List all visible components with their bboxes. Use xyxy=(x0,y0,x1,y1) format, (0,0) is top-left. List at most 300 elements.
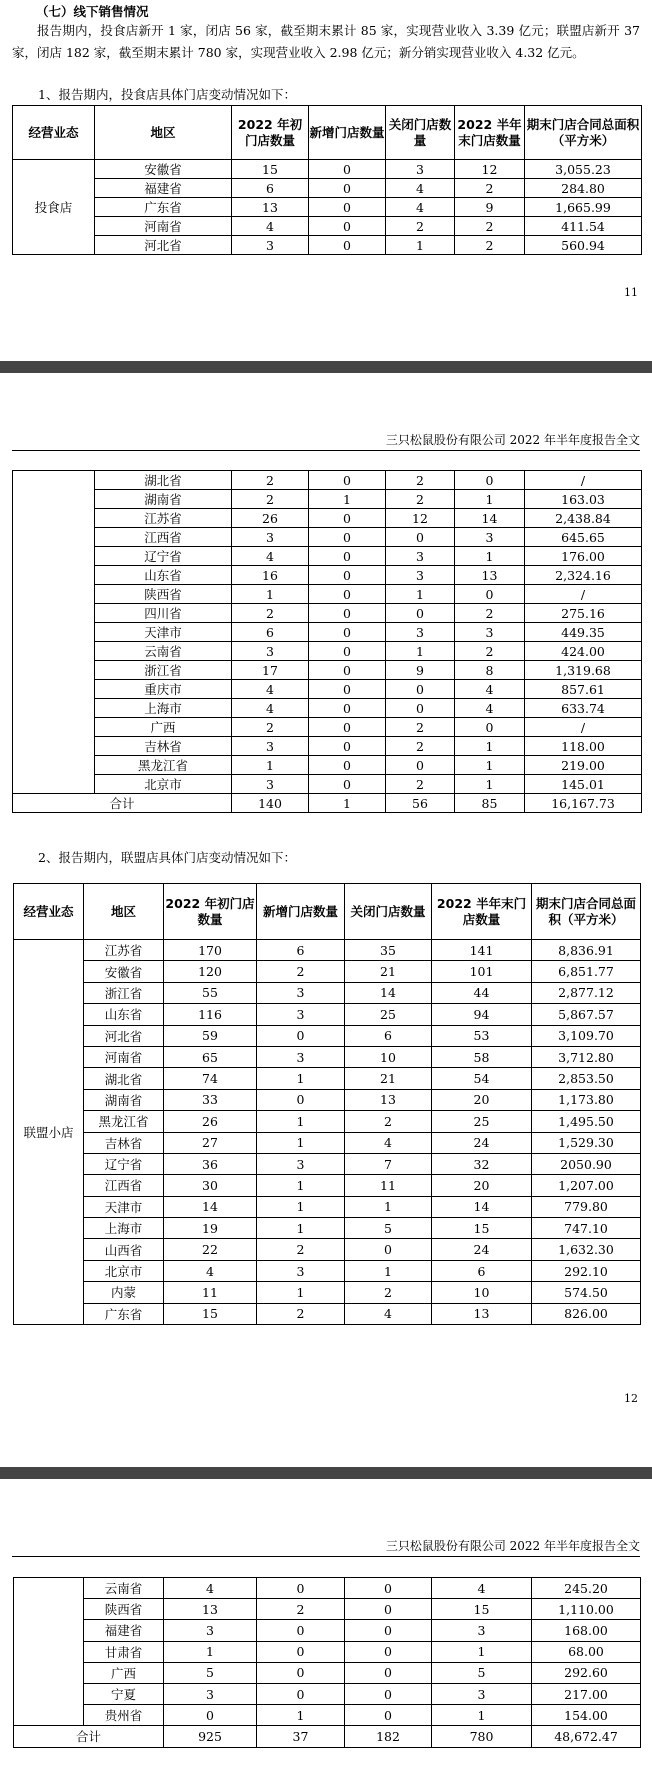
value-cell: 3 xyxy=(432,1683,532,1704)
value-cell: 1 xyxy=(257,1218,345,1239)
column-header: 2022 年初门店数量 xyxy=(164,884,257,940)
value-cell: 1 xyxy=(345,1196,432,1217)
value-cell: 3 xyxy=(257,1004,345,1025)
value-cell: 116 xyxy=(164,1004,257,1025)
region-cell: 山东省 xyxy=(84,1004,164,1025)
value-cell: 22 xyxy=(164,1239,257,1260)
column-header: 地区 xyxy=(95,106,232,160)
value-cell: 217.00 xyxy=(532,1683,641,1704)
value-cell: 2 xyxy=(232,604,309,623)
value-cell: 1 xyxy=(455,490,525,509)
table-row xyxy=(14,1239,641,1260)
table-row xyxy=(14,1683,641,1704)
value-cell: 2 xyxy=(386,737,455,756)
table-row xyxy=(14,1111,641,1132)
value-cell: 0 xyxy=(455,471,525,490)
value-cell: 747.10 xyxy=(532,1218,641,1239)
value-cell: 2 xyxy=(455,179,525,198)
value-cell: 2 xyxy=(257,1599,345,1620)
total-label: 合计 xyxy=(14,1726,164,1747)
value-cell: 1,632.30 xyxy=(532,1239,641,1260)
value-cell: 0 xyxy=(309,680,386,699)
value-cell: 24 xyxy=(432,1132,532,1153)
table-row xyxy=(14,961,641,982)
region-cell: 甘肃省 xyxy=(84,1641,164,1662)
value-cell: 15 xyxy=(164,1303,257,1324)
value-cell: 2 xyxy=(257,961,345,982)
value-cell: 19 xyxy=(164,1218,257,1239)
value-cell: 0 xyxy=(309,737,386,756)
value-cell: 1 xyxy=(164,1641,257,1662)
value-cell: 6 xyxy=(232,623,309,642)
region-cell: 陕西省 xyxy=(95,585,232,604)
table-row xyxy=(14,1025,641,1046)
value-cell: 15 xyxy=(432,1599,532,1620)
table-row xyxy=(13,528,642,547)
value-cell: 14 xyxy=(164,1196,257,1217)
value-cell: 9 xyxy=(455,198,525,217)
category-cell: 投食店 xyxy=(13,160,95,255)
value-cell: 68.00 xyxy=(532,1641,641,1662)
value-cell: 0 xyxy=(455,718,525,737)
region-cell: 贵州省 xyxy=(84,1705,164,1726)
value-cell: 26 xyxy=(164,1111,257,1132)
value-cell: 2 xyxy=(257,1303,345,1324)
value-cell: 163.03 xyxy=(525,490,642,509)
value-cell: 424.00 xyxy=(525,642,642,661)
region-cell: 上海市 xyxy=(84,1218,164,1239)
value-cell: 3 xyxy=(232,642,309,661)
column-header: 关闭门店数量 xyxy=(386,106,455,160)
total-value: 85 xyxy=(455,794,525,813)
value-cell: 0 xyxy=(257,1578,345,1599)
region-cell: 广东省 xyxy=(84,1303,164,1324)
value-cell: 1 xyxy=(232,585,309,604)
region-cell: 广西 xyxy=(95,718,232,737)
value-cell: 4 xyxy=(232,680,309,699)
region-cell: 天津市 xyxy=(84,1196,164,1217)
value-cell: 0 xyxy=(257,1025,345,1046)
value-cell: 4 xyxy=(432,1578,532,1599)
value-cell: 54 xyxy=(432,1068,532,1089)
region-cell: 江苏省 xyxy=(95,509,232,528)
value-cell: 0 xyxy=(309,179,386,198)
value-cell: 0 xyxy=(309,699,386,718)
table-row xyxy=(13,642,642,661)
value-cell: 292.60 xyxy=(532,1662,641,1683)
value-cell: 1 xyxy=(257,1282,345,1303)
value-cell: 1,110.00 xyxy=(532,1599,641,1620)
value-cell: 94 xyxy=(432,1004,532,1025)
table-row xyxy=(13,623,642,642)
value-cell: 3,109.70 xyxy=(532,1025,641,1046)
table-row xyxy=(14,1620,641,1641)
value-cell: 0 xyxy=(309,471,386,490)
region-cell: 湖南省 xyxy=(84,1089,164,1110)
value-cell: 3 xyxy=(257,1260,345,1281)
value-cell: 2 xyxy=(345,1111,432,1132)
table-row xyxy=(14,1004,641,1025)
value-cell: 25 xyxy=(432,1111,532,1132)
region-cell: 四川省 xyxy=(95,604,232,623)
value-cell: 0 xyxy=(345,1620,432,1641)
region-cell: 陕西省 xyxy=(84,1599,164,1620)
value-cell: 1,319.68 xyxy=(525,661,642,680)
table-row xyxy=(14,1282,641,1303)
value-cell: 0 xyxy=(164,1705,257,1726)
header-rule xyxy=(12,1556,640,1557)
table-row xyxy=(13,604,642,623)
value-cell: 0 xyxy=(309,756,386,775)
table-row xyxy=(13,547,642,566)
value-cell: 14 xyxy=(345,982,432,1003)
running-header: 三只松鼠股份有限公司 2022 年半年度报告全文 xyxy=(385,1539,640,1553)
value-cell: 0 xyxy=(345,1705,432,1726)
column-header: 期末门店合同总面积（平方米） xyxy=(525,106,642,160)
value-cell: 0 xyxy=(309,623,386,642)
region-cell: 广西 xyxy=(84,1662,164,1683)
value-cell: 11 xyxy=(345,1175,432,1196)
table-row xyxy=(14,1260,641,1281)
region-cell: 吉林省 xyxy=(95,737,232,756)
region-cell: 重庆市 xyxy=(95,680,232,699)
region-cell: 辽宁省 xyxy=(84,1153,164,1174)
value-cell: 3 xyxy=(386,547,455,566)
table-row xyxy=(13,699,642,718)
value-cell: 0 xyxy=(309,528,386,547)
value-cell: 4 xyxy=(345,1303,432,1324)
total-value: 140 xyxy=(232,794,309,813)
value-cell: 2 xyxy=(455,217,525,236)
value-cell: 0 xyxy=(455,585,525,604)
value-cell: 2 xyxy=(345,1282,432,1303)
value-cell: 560.94 xyxy=(525,236,642,255)
category-cell xyxy=(13,471,95,794)
value-cell: 13 xyxy=(164,1599,257,1620)
table2-page3 xyxy=(13,1577,641,1748)
value-cell: 13 xyxy=(432,1303,532,1324)
value-cell: 6 xyxy=(432,1260,532,1281)
value-cell: 118.00 xyxy=(525,737,642,756)
column-header: 经营业态 xyxy=(14,884,84,940)
value-cell: 0 xyxy=(309,566,386,585)
value-cell: 3 xyxy=(232,737,309,756)
category-cell xyxy=(14,1578,84,1726)
value-cell: 0 xyxy=(386,699,455,718)
total-row xyxy=(14,1726,641,1747)
region-cell: 上海市 xyxy=(95,699,232,718)
column-header: 2022 半年末门店数量 xyxy=(455,106,525,160)
region-cell: 安徽省 xyxy=(95,160,232,179)
value-cell: 176.00 xyxy=(525,547,642,566)
value-cell: 1 xyxy=(232,756,309,775)
value-cell: 53 xyxy=(432,1025,532,1046)
value-cell: 1,207.00 xyxy=(532,1175,641,1196)
table-row xyxy=(14,1089,641,1110)
region-cell: 广东省 xyxy=(95,198,232,217)
table-row xyxy=(14,1641,641,1662)
table-row xyxy=(14,1175,641,1196)
value-cell: 0 xyxy=(309,236,386,255)
region-cell: 北京市 xyxy=(95,775,232,794)
value-cell: 44 xyxy=(432,982,532,1003)
region-cell: 云南省 xyxy=(84,1578,164,1599)
value-cell: 0 xyxy=(345,1239,432,1260)
table-row xyxy=(13,198,642,217)
value-cell: 857.61 xyxy=(525,680,642,699)
table2-page2 xyxy=(13,883,641,1325)
value-cell: 8,836.91 xyxy=(532,940,641,961)
value-cell: 1,665.99 xyxy=(525,198,642,217)
value-cell: 0 xyxy=(309,661,386,680)
value-cell: 33 xyxy=(164,1089,257,1110)
value-cell: 449.35 xyxy=(525,623,642,642)
value-cell: 0 xyxy=(257,1683,345,1704)
value-cell: 170 xyxy=(164,940,257,961)
value-cell: / xyxy=(525,471,642,490)
page-number: 11 xyxy=(624,286,638,299)
value-cell: 6,851.77 xyxy=(532,961,641,982)
header-rule xyxy=(12,450,640,451)
value-cell: 36 xyxy=(164,1153,257,1174)
value-cell: 35 xyxy=(345,940,432,961)
running-header: 三只松鼠股份有限公司 2022 年半年度报告全文 xyxy=(385,433,640,447)
value-cell: 2 xyxy=(232,490,309,509)
value-cell: 17 xyxy=(232,661,309,680)
region-cell: 河北省 xyxy=(84,1025,164,1046)
value-cell: 26 xyxy=(232,509,309,528)
table-row xyxy=(13,509,642,528)
section-heading: （七）线下销售情况 xyxy=(36,4,149,19)
value-cell: 0 xyxy=(386,756,455,775)
value-cell: 1 xyxy=(257,1175,345,1196)
value-cell: 0 xyxy=(257,1662,345,1683)
region-cell: 湖南省 xyxy=(95,490,232,509)
value-cell: 2050.90 xyxy=(532,1153,641,1174)
value-cell: 5 xyxy=(432,1662,532,1683)
value-cell: 0 xyxy=(309,509,386,528)
value-cell: 14 xyxy=(432,1196,532,1217)
value-cell: 2 xyxy=(386,471,455,490)
value-cell: 1 xyxy=(345,1260,432,1281)
value-cell: 24 xyxy=(432,1239,532,1260)
value-cell: 4 xyxy=(455,699,525,718)
value-cell: 6 xyxy=(232,179,309,198)
table1-page2 xyxy=(12,470,642,813)
region-cell: 湖北省 xyxy=(95,471,232,490)
value-cell: 645.65 xyxy=(525,528,642,547)
region-cell: 福建省 xyxy=(95,179,232,198)
total-value: 48,672.47 xyxy=(532,1726,641,1747)
value-cell: 0 xyxy=(309,160,386,179)
region-cell: 辽宁省 xyxy=(95,547,232,566)
total-value: 1 xyxy=(309,794,386,813)
category-cell: 联盟小店 xyxy=(14,940,84,1325)
intro-paragraph: 报告期内，投食店新开 1 家，闭店 56 家，截至期末累计 85 家，实现营业收入 3.39 亿元；联盟店新开 37 家，闭店 182 家，截至期末累计 780 家，实现营业收入 2.98 亿元；新分销实现营业收入 4.32 亿元。 xyxy=(12,23,640,60)
value-cell: 1 xyxy=(257,1111,345,1132)
value-cell: 0 xyxy=(309,217,386,236)
value-cell: 74 xyxy=(164,1068,257,1089)
value-cell: 245.20 xyxy=(532,1578,641,1599)
region-cell: 湖北省 xyxy=(84,1068,164,1089)
value-cell: 0 xyxy=(257,1620,345,1641)
region-cell: 河北省 xyxy=(95,236,232,255)
value-cell: 9 xyxy=(386,661,455,680)
value-cell: 14 xyxy=(455,509,525,528)
value-cell: 1,529.30 xyxy=(532,1132,641,1153)
table-row xyxy=(14,1046,641,1067)
value-cell: 292.10 xyxy=(532,1260,641,1281)
total-value: 780 xyxy=(432,1726,532,1747)
value-cell: 574.50 xyxy=(532,1282,641,1303)
value-cell: 3 xyxy=(432,1620,532,1641)
table2-caption: 2、报告期内，联盟店具体门店变动情况如下： xyxy=(38,850,296,865)
region-cell: 江苏省 xyxy=(84,940,164,961)
value-cell: 2 xyxy=(386,718,455,737)
table-row xyxy=(13,775,642,794)
value-cell: 284.80 xyxy=(525,179,642,198)
value-cell: 3 xyxy=(257,982,345,1003)
total-value: 37 xyxy=(257,1726,345,1747)
value-cell: 21 xyxy=(345,961,432,982)
value-cell: 55 xyxy=(164,982,257,1003)
value-cell: 4 xyxy=(232,217,309,236)
value-cell: 1 xyxy=(386,585,455,604)
table-row xyxy=(14,1662,641,1683)
value-cell: 2 xyxy=(386,217,455,236)
value-cell: 275.16 xyxy=(525,604,642,623)
table-row xyxy=(14,1196,641,1217)
value-cell: 2 xyxy=(455,236,525,255)
column-header: 关闭门店数量 xyxy=(345,884,432,940)
region-cell: 天津市 xyxy=(95,623,232,642)
value-cell: 141 xyxy=(432,940,532,961)
value-cell: 4 xyxy=(386,179,455,198)
value-cell: 13 xyxy=(232,198,309,217)
value-cell: 1 xyxy=(455,775,525,794)
table-row xyxy=(13,566,642,585)
value-cell: 2,324.16 xyxy=(525,566,642,585)
value-cell: 15 xyxy=(432,1218,532,1239)
region-cell: 河南省 xyxy=(84,1046,164,1067)
value-cell: 10 xyxy=(345,1046,432,1067)
value-cell: 27 xyxy=(164,1132,257,1153)
value-cell: 2 xyxy=(455,642,525,661)
value-cell: 12 xyxy=(386,509,455,528)
value-cell: 2,438.84 xyxy=(525,509,642,528)
value-cell: 12 xyxy=(455,160,525,179)
table-row xyxy=(13,737,642,756)
region-cell: 浙江省 xyxy=(95,661,232,680)
value-cell: 168.00 xyxy=(532,1620,641,1641)
table-row xyxy=(13,179,642,198)
table-row xyxy=(14,1218,641,1239)
page-separator xyxy=(0,361,652,373)
region-cell: 江西省 xyxy=(84,1175,164,1196)
region-cell: 山西省 xyxy=(84,1239,164,1260)
value-cell: 219.00 xyxy=(525,756,642,775)
value-cell: 2 xyxy=(232,471,309,490)
value-cell: 0 xyxy=(386,604,455,623)
total-value: 182 xyxy=(345,1726,432,1747)
total-value: 16,167.73 xyxy=(525,794,642,813)
value-cell: 3 xyxy=(232,775,309,794)
value-cell: 4 xyxy=(232,547,309,566)
value-cell: 0 xyxy=(309,718,386,737)
value-cell: 4 xyxy=(232,699,309,718)
region-cell: 吉林省 xyxy=(84,1132,164,1153)
value-cell: 0 xyxy=(345,1641,432,1662)
table-row xyxy=(13,661,642,680)
table-row xyxy=(13,680,642,699)
value-cell: 1 xyxy=(257,1705,345,1726)
value-cell: 0 xyxy=(257,1089,345,1110)
table1-page1 xyxy=(12,105,642,255)
value-cell: 826.00 xyxy=(532,1303,641,1324)
value-cell: 411.54 xyxy=(525,217,642,236)
value-cell: 0 xyxy=(345,1662,432,1683)
value-cell: 3 xyxy=(164,1683,257,1704)
region-cell: 云南省 xyxy=(95,642,232,661)
value-cell: 3 xyxy=(164,1620,257,1641)
value-cell: 5 xyxy=(345,1218,432,1239)
value-cell: 6 xyxy=(257,940,345,961)
value-cell: 1 xyxy=(257,1132,345,1153)
value-cell: 21 xyxy=(345,1068,432,1089)
value-cell: 0 xyxy=(309,547,386,566)
table-row xyxy=(14,1153,641,1174)
value-cell: 633.74 xyxy=(525,699,642,718)
value-cell: 0 xyxy=(309,198,386,217)
value-cell: 32 xyxy=(432,1153,532,1174)
value-cell: 58 xyxy=(432,1046,532,1067)
table-row xyxy=(14,1132,641,1153)
value-cell: 5 xyxy=(164,1662,257,1683)
value-cell: 3 xyxy=(232,528,309,547)
value-cell: 2,877.12 xyxy=(532,982,641,1003)
column-header: 2022 年初门店数量 xyxy=(232,106,309,160)
table-row xyxy=(13,718,642,737)
value-cell: 5,867.57 xyxy=(532,1004,641,1025)
value-cell: 0 xyxy=(386,680,455,699)
value-cell: 2 xyxy=(386,775,455,794)
value-cell: 1 xyxy=(455,737,525,756)
value-cell: 6 xyxy=(345,1025,432,1046)
value-cell: 1 xyxy=(455,756,525,775)
value-cell: 2 xyxy=(232,718,309,737)
value-cell: 3 xyxy=(455,528,525,547)
value-cell: 0 xyxy=(257,1641,345,1662)
column-header: 经营业态 xyxy=(13,106,95,160)
table-row xyxy=(14,982,641,1003)
value-cell: 3 xyxy=(455,623,525,642)
value-cell: 15 xyxy=(232,160,309,179)
value-cell: 1,173.80 xyxy=(532,1089,641,1110)
table-row xyxy=(13,471,642,490)
table-row xyxy=(13,236,642,255)
table-row xyxy=(13,490,642,509)
page-number: 12 xyxy=(624,1392,638,1405)
table-row xyxy=(13,160,642,179)
region-cell: 江西省 xyxy=(95,528,232,547)
value-cell: 4 xyxy=(386,198,455,217)
column-header: 新增门店数量 xyxy=(309,106,386,160)
column-header: 期末门店合同总面积（平方米） xyxy=(532,884,641,940)
value-cell: 1 xyxy=(432,1641,532,1662)
value-cell: 154.00 xyxy=(532,1705,641,1726)
value-cell: 65 xyxy=(164,1046,257,1067)
table-row xyxy=(14,1068,641,1089)
